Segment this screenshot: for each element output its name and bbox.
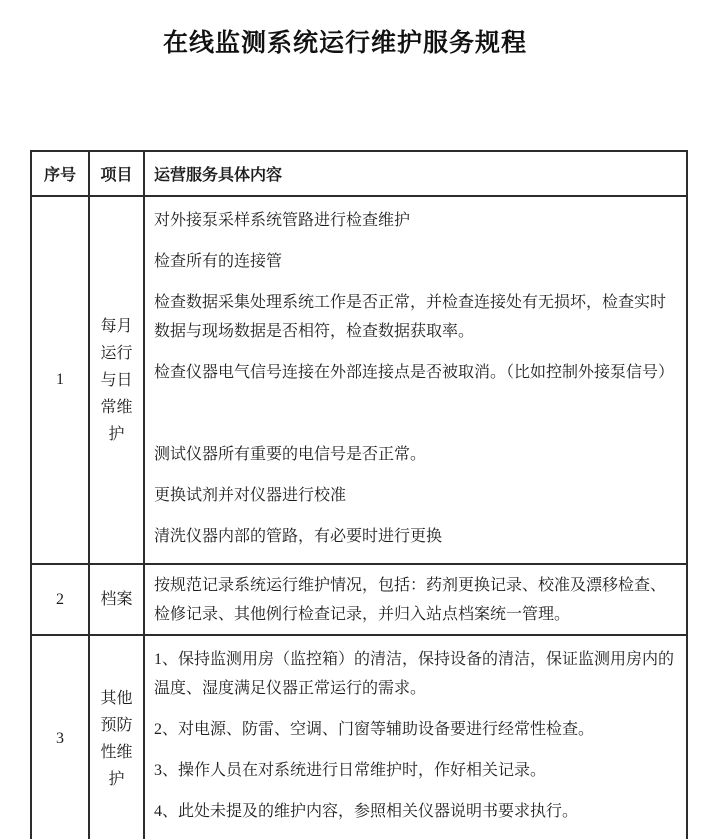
header-cell-index: 序号 (31, 151, 89, 196)
content-paragraph: 检查数据采集处理系统工作是否正常，并检查连接处有无损坏，检查实时数据与现场数据是否相符，检查数据获取率。 (154, 294, 667, 340)
table-header-row (31, 151, 687, 196)
content-paragraph: 测试仪器所有重要的电信号是否正常。 (154, 446, 427, 463)
page-title: 在线监测系统运行维护服务规程 (162, 30, 527, 57)
title-container (0, 0, 690, 60)
content-paragraph: 更换试剂并对仪器进行校准 (154, 487, 347, 504)
content-paragraph: 检查所有的连接管 (154, 253, 283, 270)
row-index: 1 (31, 196, 89, 564)
maintenance-table (30, 150, 688, 839)
content-paragraph-blank (154, 399, 678, 428)
row-content-cell (144, 196, 687, 564)
row-item-label: 每月运行与日常维护 (89, 196, 144, 564)
content-paragraph: 2、对电源、防雷、空调、门窗等辅助设备要进行经常性检查。 (154, 721, 595, 738)
header-cell-item: 项目 (89, 151, 144, 196)
table-row-records (31, 564, 687, 635)
content-paragraph: 对外接泵采样系统管路进行检查维护 (154, 212, 411, 229)
table-row-preventive-maintenance (31, 635, 687, 839)
row-item-label: 档案 (89, 564, 144, 635)
content-paragraph: 按规范记录系统运行维护情况，包括：药剂更换记录、校准及漂移检查、检修记录、其他例行检查记录，并归入站点档案统一管理。 (154, 576, 667, 623)
content-paragraph: 检查仪器电气信号连接在外部连接点是否被取消。（比如控制外接泵信号） (154, 364, 675, 381)
table-row-monthly-maintenance (31, 196, 687, 564)
content-paragraph: 1、保持监测用房（监控箱）的清洁，保持设备的清洁，保证监测用房内的温度、湿度满足仪器正常运行的需求。 (154, 651, 675, 697)
row-content-cell (144, 564, 687, 635)
row-index: 2 (31, 564, 89, 635)
content-paragraph: 4、此处未提及的维护内容，参照相关仪器说明书要求执行。 (154, 803, 579, 820)
row-item-label: 其他预防性维护 (89, 635, 144, 839)
row-index: 3 (31, 635, 89, 839)
content-paragraph: 清洗仪器内部的管路，有必要时进行更换 (154, 528, 443, 545)
header-cell-content: 运营服务具体内容 (144, 151, 687, 196)
content-paragraph: 3、操作人员在对系统进行日常维护时，作好相关记录。 (154, 762, 547, 779)
row-content-cell (144, 635, 687, 839)
